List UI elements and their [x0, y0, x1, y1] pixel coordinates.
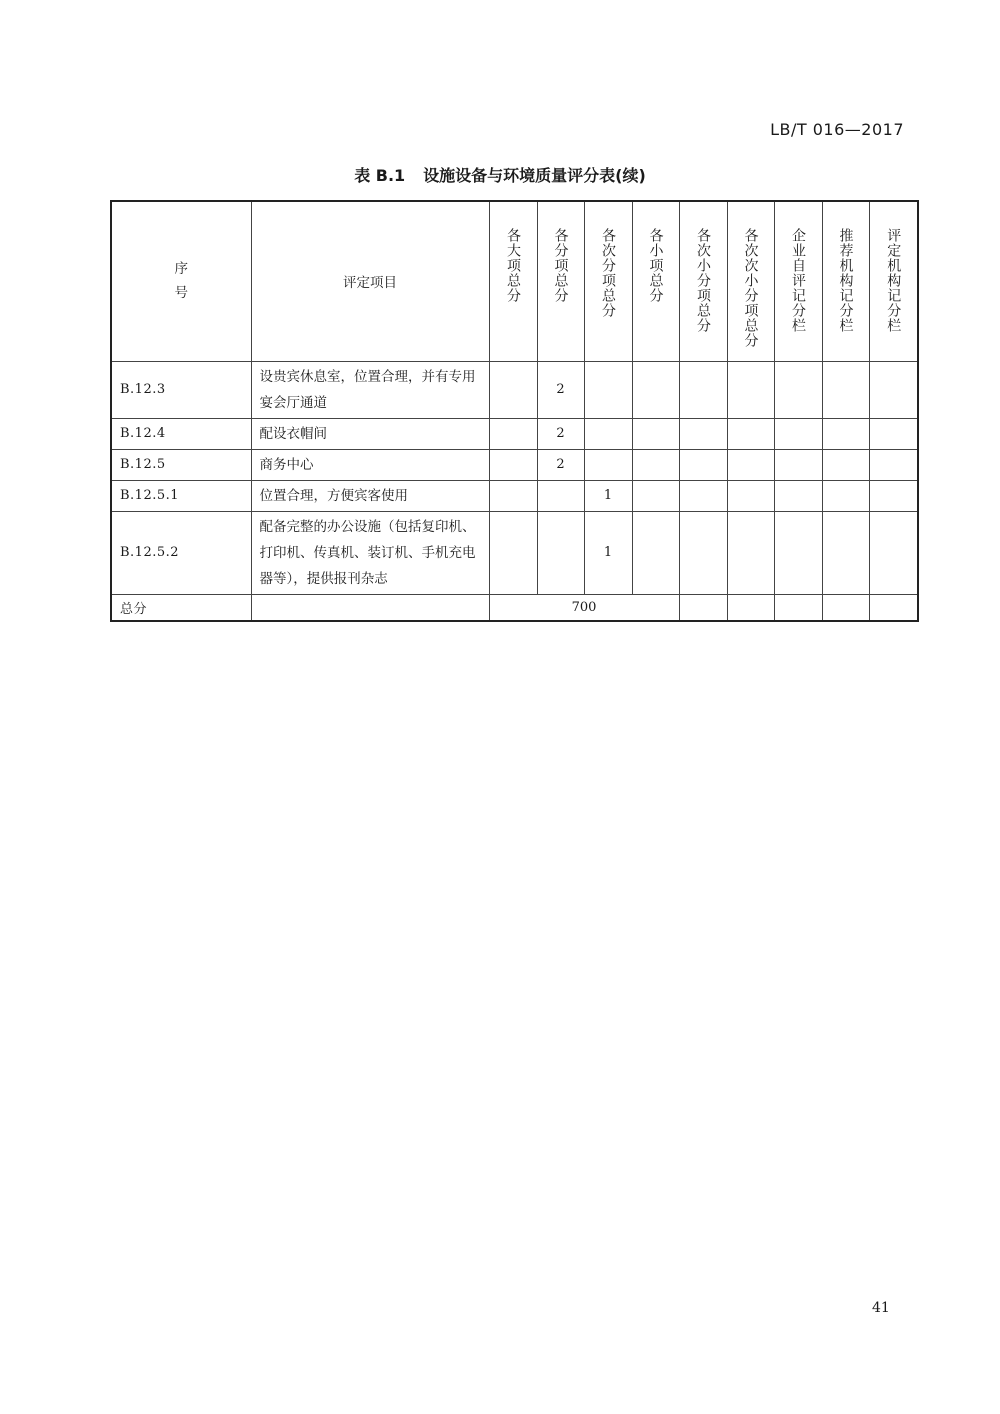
cell-self-score[interactable] — [774, 511, 822, 594]
cell-recommend-score[interactable] — [822, 418, 869, 449]
col-header-subminor-total — [679, 201, 727, 361]
cell-subsubminor-total — [727, 594, 774, 621]
col-header-item: 评定项目 — [251, 201, 489, 361]
cell-section-total: 2 — [537, 418, 584, 449]
cell-self-score[interactable] — [774, 361, 822, 418]
row-item: 位置合理，方便宾客使用 — [251, 480, 489, 511]
cell-self-score[interactable] — [774, 594, 822, 621]
col-header-section-total — [537, 201, 584, 361]
col-header-recommend-score — [822, 201, 869, 361]
cell-subminor-total — [679, 449, 727, 480]
cell-subminor-total — [679, 594, 727, 621]
cell-subsubminor-total — [727, 480, 774, 511]
cell-minor-total — [632, 361, 679, 418]
row-item: 配设衣帽间 — [251, 418, 489, 449]
score-table — [110, 200, 919, 622]
cell-subminor-total — [679, 511, 727, 594]
row-seq: B.12.5.2 — [111, 511, 251, 594]
cell-self-score[interactable] — [774, 418, 822, 449]
cell-self-score[interactable] — [774, 449, 822, 480]
col-header-self-score-text: 企业自评记分栏 — [790, 228, 806, 333]
cell-minor-total — [632, 511, 679, 594]
col-header-seq-line1: 序 — [174, 261, 188, 278]
cell-assess-score[interactable] — [869, 449, 918, 480]
cell-assess-score[interactable] — [869, 594, 918, 621]
table-row — [111, 418, 918, 449]
col-header-recommend-score-text: 推荐机构记分栏 — [837, 228, 854, 333]
cell-major-total — [489, 418, 537, 449]
total-value: 700 — [489, 594, 679, 621]
col-header-minor-total-text: 各小项总分 — [647, 228, 664, 303]
col-header-seq — [111, 201, 251, 361]
cell-subsection-total: 1 — [584, 480, 632, 511]
cell-recommend-score[interactable] — [822, 594, 869, 621]
cell-major-total — [489, 449, 537, 480]
cell-minor-total — [632, 480, 679, 511]
row-item: 配备完整的办公设施（包括复印机、打印机、传真机、装订机、手机充电器等），提供报刊杂志 — [251, 511, 489, 594]
cell-assess-score[interactable] — [869, 361, 918, 418]
col-header-self-score — [774, 201, 822, 361]
col-header-subminor-total-text: 各次小分项总分 — [695, 228, 711, 333]
col-header-section-total-text: 各分项总分 — [552, 228, 569, 303]
cell-subsection-total — [584, 361, 632, 418]
row-seq: B.12.3 — [111, 361, 251, 418]
cell-subminor-total — [679, 361, 727, 418]
cell-assess-score[interactable] — [869, 418, 918, 449]
cell-subminor-total — [679, 480, 727, 511]
cell-major-total — [489, 511, 537, 594]
cell-minor-total — [632, 449, 679, 480]
table-title — [0, 163, 1000, 186]
col-header-assess-score-text: 评定机构记分栏 — [885, 228, 902, 333]
cell-minor-total — [632, 418, 679, 449]
col-header-minor-total — [632, 201, 679, 361]
cell-section-total: 2 — [537, 449, 584, 480]
row-item: 设贵宾休息室，位置合理，并有专用宴会厅通道 — [251, 361, 489, 418]
cell-subsubminor-total — [727, 361, 774, 418]
col-header-subsubminor-total — [727, 201, 774, 361]
total-row — [111, 594, 918, 621]
cell-assess-score[interactable] — [869, 480, 918, 511]
table-number: 表 B.1 — [354, 166, 406, 185]
cell-recommend-score[interactable] — [822, 511, 869, 594]
col-header-seq-line2: 号 — [174, 285, 188, 302]
cell-assess-score[interactable] — [869, 511, 918, 594]
page-number: 41 — [872, 1300, 890, 1316]
cell-major-total — [489, 361, 537, 418]
row-seq: B.12.4 — [111, 418, 251, 449]
col-header-subsection-total-text: 各次分项总分 — [600, 228, 616, 318]
cell-recommend-score[interactable] — [822, 361, 869, 418]
col-header-assess-score — [869, 201, 918, 361]
table-row — [111, 361, 918, 418]
col-header-subsubminor-total-text: 各次次小分项总分 — [742, 228, 759, 348]
table-title-text: 设施设备与环境质量评分表(续) — [423, 166, 646, 185]
cell-section-total — [537, 511, 584, 594]
cell-section-total: 2 — [537, 361, 584, 418]
cell-self-score[interactable] — [774, 480, 822, 511]
header-row — [111, 201, 918, 361]
col-header-major-total-text: 各大项总分 — [505, 228, 521, 303]
col-header-major-total — [489, 201, 537, 361]
cell-subsection-total: 1 — [584, 511, 632, 594]
cell-subsubminor-total — [727, 418, 774, 449]
total-label: 总分 — [111, 594, 251, 621]
cell-subminor-total — [679, 418, 727, 449]
table-row — [111, 449, 918, 480]
table-row — [111, 511, 918, 594]
cell-major-total — [489, 480, 537, 511]
row-seq: B.12.5 — [111, 449, 251, 480]
cell-subsubminor-total — [727, 511, 774, 594]
cell-recommend-score[interactable] — [822, 480, 869, 511]
col-header-subsection-total — [584, 201, 632, 361]
cell-recommend-score[interactable] — [822, 449, 869, 480]
cell-subsection-total — [584, 449, 632, 480]
cell-subsubminor-total — [727, 449, 774, 480]
table-row — [111, 480, 918, 511]
cell-subsection-total — [584, 418, 632, 449]
row-seq: B.12.5.1 — [111, 480, 251, 511]
cell-section-total — [537, 480, 584, 511]
standard-code: LB/T 016—2017 — [770, 120, 904, 139]
row-item: 商务中心 — [251, 449, 489, 480]
total-item-blank — [251, 594, 489, 621]
